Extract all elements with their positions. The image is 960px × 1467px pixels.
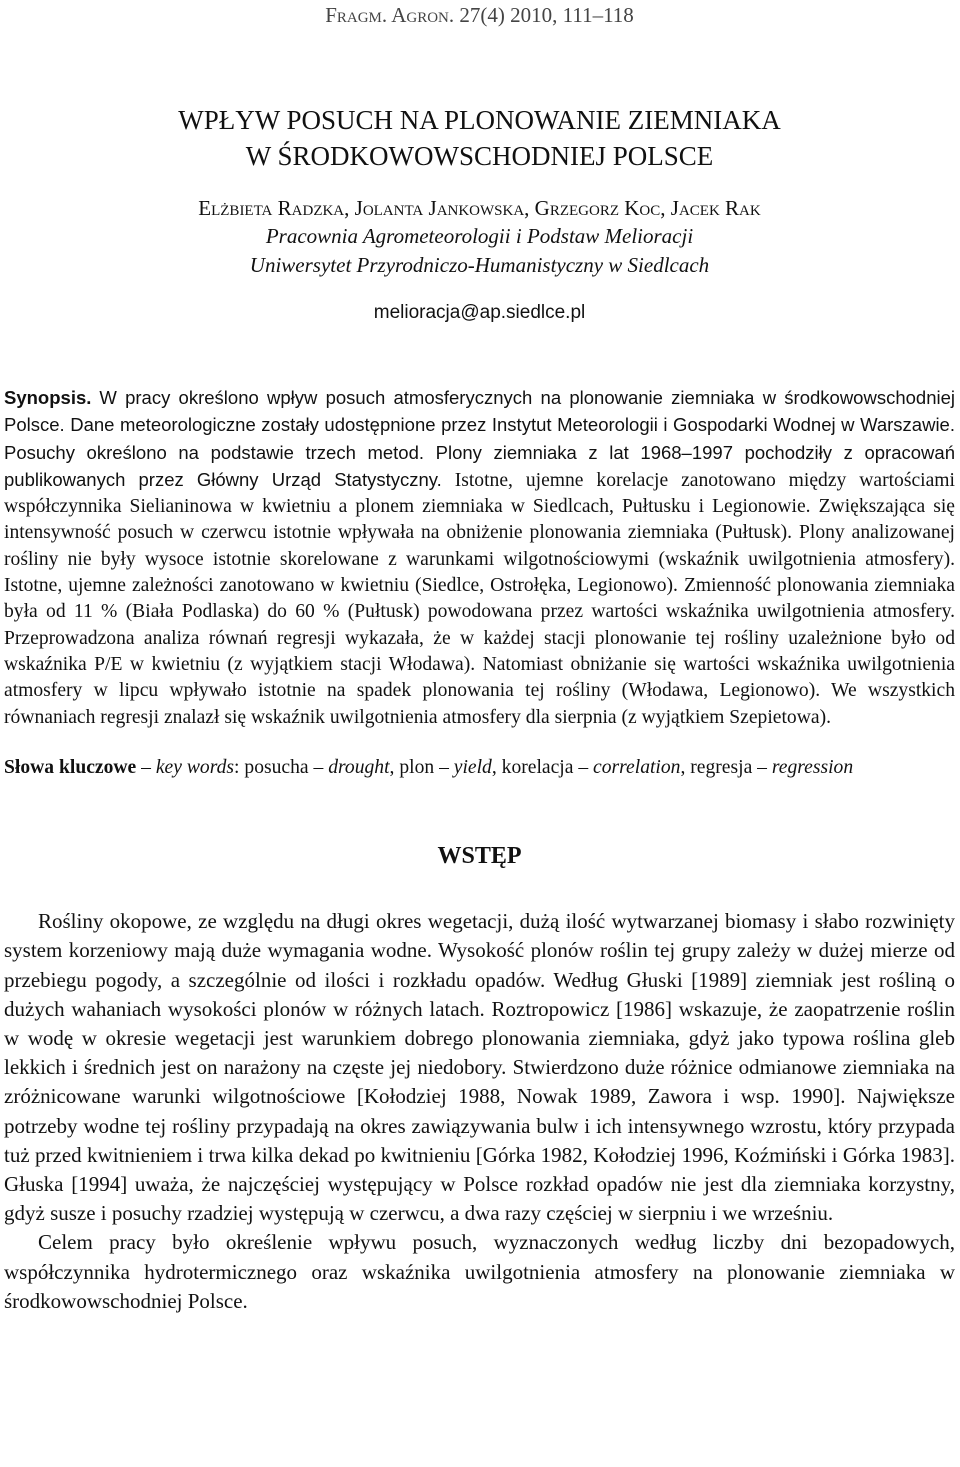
title-line-2: W ŚRODKOWOWSCHODNIEJ POLSCE: [245, 141, 714, 171]
keywords-label: Słowa kluczowe: [4, 756, 137, 778]
abstract-text-part-2: Istotne, ujemne korelacje zanotowano między wartościami współczynnika Sielianinowa w kwietniu a plonem ziemniaka w Siedlcach, Pułtusku i Legionowie.: [4, 469, 955, 518]
keywords-colon: :: [234, 756, 245, 778]
keyword-en-1: drought: [328, 756, 390, 778]
title-line-1: WPŁYW POSUCH NA PLONOWANIE ZIEMNIAKA: [178, 105, 781, 135]
keywords: Słowa kluczowe – key words: posucha – drought, plon – yield, korelacja – correlation, regresja – regression: [4, 756, 854, 778]
journal-abbreviation: Fragm. Agron.: [325, 3, 455, 27]
body-paragraph-1: Rośliny okopowe, ze względu na długi okres wegetacji, dużą ilość wytwarzanej biomasy i słabo rozwinięty system korzeniowy mają duże wymagania wodne. Wysokość plonów roślin tej grupy zależy w dużej mierze od przebiegu pogody, a szczególnie od ilości i rozkładu opadów. Według Głuski [1989] ziemniak jest rośliną o dużych wahaniach wysokości plonów w różnych latach. Roztropowicz [1986] wskazuje, że zaopatrzenie roślin w wodę w okresie wegetacji jest warunkiem dobrego plonowania ziemniaka, gdyż jako typowa roślina gleb lekkich i średnich jest on narażony na częste jej niedobory. Stwierdzono duże różnice odmianowe ziemniaka na zróżnicowane warunki wilgotnościowe [Kołodziej 1988, Nowak 1989, Zawora i wsp. 1990]. Największe potrzeby wodne tej rośliny przypadają na okres zawiązywania bulw i ich intensywnego wzrostu, który przypada tuż przed kwitnieniem i trwa kilka dekad po kwitnieniu [Górka 1982, Kołodziej 1996, Koźmiński i Górka 1983]. Głuska [1994] uważa, że najczęściej występujący w Polsce rozkład opadów nie jest dla ziemniaka korzystny, gdyż susze i posuchy rzadziej występują w czerwcu, a dwa razy częściej w sierpniu i we wrześniu.: [4, 909, 955, 1226]
affiliation-line-2: Uniwersytet Przyrodniczo-Humanistyczny w Siedlcach: [249, 253, 710, 277]
article-title: [4, 102, 955, 174]
keyword-pl-1: posucha: [244, 756, 309, 778]
keyword-en-2: yield: [453, 756, 492, 778]
keywords-en-label: key words: [155, 756, 235, 778]
abstract-text-part-3: Zwiększająca się intensywność posuch w czerwcu istotnie wpływała na obniżenie plonowania ziemniaka (Pułtusk). Plony analizowanej rośliny nie były wysoce istotnie skorelowane z warunkami wilgotnościowymi (wskaźnik uwilgotnienia atmosfery). Istotne, ujemne zależności zanotowano w kwietniu (Siedlce, Ostrołęka, Legionowo). Zmienność plonowania ziemniaka była od 11 % (Biała Podlaska) do 60 % (Pułtusk) powodowana przez wartości wskaźnika uwilgotnienia atmosfery. Przeprowadzona analiza równań regresji wykazała, że w każdej stacji plonowanie tej rośliny uzależnione było od wskaźnika P/E w kwietniu (z wyjątkiem stacji Włodawa). Natomiast obniżanie się wartości wskaźnika uwilgotnienia atmosfery w lipcu wpływało istotnie na spadek plonowania tej rośliny (Włodawa, Legionowo). We wszystkich równaniach regresji znalazł się wskaźnik uwilgotnienia atmosfery dla sierpnia (z wyjątkiem Szepietowa).: [4, 496, 955, 728]
contact-email[interactable]: melioracja@ap.siedlce.pl: [373, 302, 586, 323]
author-list: Elżbieta Radzka, Jolanta Jankowska, Grzegorz Koc, Jacek Rak: [198, 196, 761, 220]
keyword-en-4: regression: [771, 756, 854, 778]
keyword-en-3: correlation: [593, 756, 681, 778]
keyword-pl-4: regresja: [690, 756, 753, 778]
journal-citation: 27(4) 2010, 111–118: [459, 3, 634, 27]
section-heading: WSTĘP: [437, 843, 522, 870]
body-paragraph-2: Celem pracy było określenie wpływu posuch, wyznaczonych według liczby dni bezopadowych, współczynnika hydrotermicznego oraz wskaźnika uwilgotnienia atmosfery na plonowanie ziemniaka w środkowowschodniej Polsce.: [4, 1230, 955, 1313]
abstract-text-part-1: W pracy określono wpływ posuch atmosferycznych na plonowanie ziemniaka w środkowowschodniej Polsce. Dane meteorologiczne zostały udostępnione przez Instytut Meteorologii i Gospodarki Wodnej w Warszawie. Posuchy określono na podstawie trzech metod. Plony ziemniaka z lat 1968–1997 pochodziły z opracowań publikowanych przez Główny Urząd Statystyczny.: [4, 387, 955, 490]
abstract: [4, 385, 955, 731]
keyword-pl-3: korelacja: [501, 756, 574, 778]
keywords-dash: –: [136, 756, 156, 778]
keyword-pl-2: plon: [399, 756, 435, 778]
affiliation: [4, 222, 955, 280]
journal-header: [4, 0, 955, 28]
abstract-label: Synopsis.: [4, 387, 92, 408]
affiliation-line-1: Pracownia Agrometeorologii i Podstaw Melioracji: [265, 224, 694, 248]
